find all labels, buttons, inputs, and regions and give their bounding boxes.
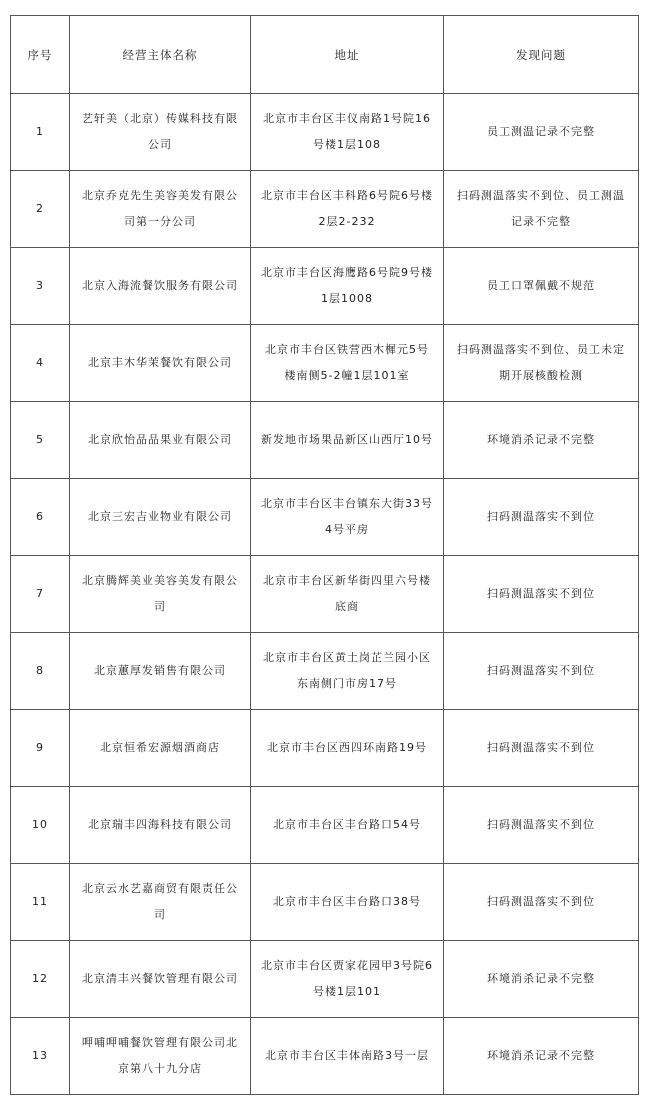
- row-issue: 扫码测温落实不到位、员工未定期开展核酸检测: [444, 325, 639, 402]
- row-business-name: 北京腾辉美业美容美发有限公司: [70, 556, 251, 633]
- row-business-name: 北京恒希宏源烟酒商店: [70, 710, 251, 787]
- table-row: [11, 556, 639, 633]
- row-issue: 扫码测温落实不到位: [444, 479, 639, 556]
- header-serial: 序号: [11, 16, 70, 94]
- row-serial: 10: [11, 787, 70, 864]
- row-serial: 9: [11, 710, 70, 787]
- row-issue: 扫码测温落实不到位: [444, 864, 639, 941]
- row-business-name: 北京欣怡品品果业有限公司: [70, 402, 251, 479]
- row-serial: 8: [11, 633, 70, 710]
- header-address: 地址: [251, 16, 444, 94]
- row-address: 北京市丰台区丰体南路3号一层: [251, 1018, 444, 1095]
- row-business-name: 呷哺呷哺餐饮管理有限公司北京第八十九分店: [70, 1018, 251, 1095]
- table-row: [11, 710, 639, 787]
- row-serial: 2: [11, 171, 70, 248]
- row-business-name: 北京丰木华茉餐饮有限公司: [70, 325, 251, 402]
- row-address: 北京市丰台区丰台路口54号: [251, 787, 444, 864]
- table-row: [11, 171, 639, 248]
- row-address: 北京市丰台区铁营西木樨元5号楼南侧5-2幢1层101室: [251, 325, 444, 402]
- row-address: 北京市丰台区西四环南路19号: [251, 710, 444, 787]
- row-business-name: 北京瑞丰四海科技有限公司: [70, 787, 251, 864]
- row-address: 新发地市场果品新区山西厅10号: [251, 402, 444, 479]
- row-business-name: 北京云水艺嘉商贸有限责任公司: [70, 864, 251, 941]
- table-row: [11, 1018, 639, 1095]
- row-serial: 1: [11, 94, 70, 171]
- table-row: [11, 941, 639, 1018]
- row-address: 北京市丰台区新华街四里六号楼底商: [251, 556, 444, 633]
- row-serial: 13: [11, 1018, 70, 1095]
- header-business-name: 经营主体名称: [70, 16, 251, 94]
- table-row: [11, 633, 639, 710]
- row-address: 北京市丰台区海鹰路6号院9号楼1层1008: [251, 248, 444, 325]
- table-row: [11, 479, 639, 556]
- row-issue: 员工测温记录不完整: [444, 94, 639, 171]
- row-issue: 扫码测温落实不到位: [444, 710, 639, 787]
- row-address: 北京市丰台区丰台路口38号: [251, 864, 444, 941]
- row-serial: 6: [11, 479, 70, 556]
- row-issue: 扫码测温落实不到位: [444, 556, 639, 633]
- table-row: [11, 402, 639, 479]
- row-issue: 环境消杀记录不完整: [444, 1018, 639, 1095]
- row-serial: 3: [11, 248, 70, 325]
- row-business-name: 北京清丰兴餐饮管理有限公司: [70, 941, 251, 1018]
- row-issue: 扫码测温落实不到位: [444, 787, 639, 864]
- header-issue: 发现问题: [444, 16, 639, 94]
- row-address: 北京市丰台区丰台镇东大街33号4号平房: [251, 479, 444, 556]
- row-issue: 员工口罩佩戴不规范: [444, 248, 639, 325]
- row-issue: 扫码测温落实不到位: [444, 633, 639, 710]
- table-row: [11, 864, 639, 941]
- row-address: 北京市丰台区丰仪南路1号院16号楼1层108: [251, 94, 444, 171]
- row-business-name: 北京乔克先生美容美发有限公司第一分公司: [70, 171, 251, 248]
- row-address: 北京市丰台区黄土岗芷兰园小区东南侧门市房17号: [251, 633, 444, 710]
- inspection-table: [10, 15, 639, 1095]
- row-issue: 扫码测温落实不到位、员工测温记录不完整: [444, 171, 639, 248]
- row-serial: 7: [11, 556, 70, 633]
- row-business-name: 艺轩美（北京）传媒科技有限公司: [70, 94, 251, 171]
- table-row: [11, 248, 639, 325]
- header-row: [11, 16, 639, 94]
- row-serial: 4: [11, 325, 70, 402]
- row-issue: 环境消杀记录不完整: [444, 941, 639, 1018]
- table-row: [11, 94, 639, 171]
- row-address: 北京市丰台区贾家花园甲3号院6号楼1层101: [251, 941, 444, 1018]
- table-row: [11, 787, 639, 864]
- table-row: [11, 325, 639, 402]
- row-address: 北京市丰台区丰科路6号院6号楼2层2-232: [251, 171, 444, 248]
- row-issue: 环境消杀记录不完整: [444, 402, 639, 479]
- row-business-name: 北京蕙厚发销售有限公司: [70, 633, 251, 710]
- row-serial: 12: [11, 941, 70, 1018]
- row-business-name: 北京入海流餐饮服务有限公司: [70, 248, 251, 325]
- row-serial: 11: [11, 864, 70, 941]
- row-serial: 5: [11, 402, 70, 479]
- row-business-name: 北京三宏吉业物业有限公司: [70, 479, 251, 556]
